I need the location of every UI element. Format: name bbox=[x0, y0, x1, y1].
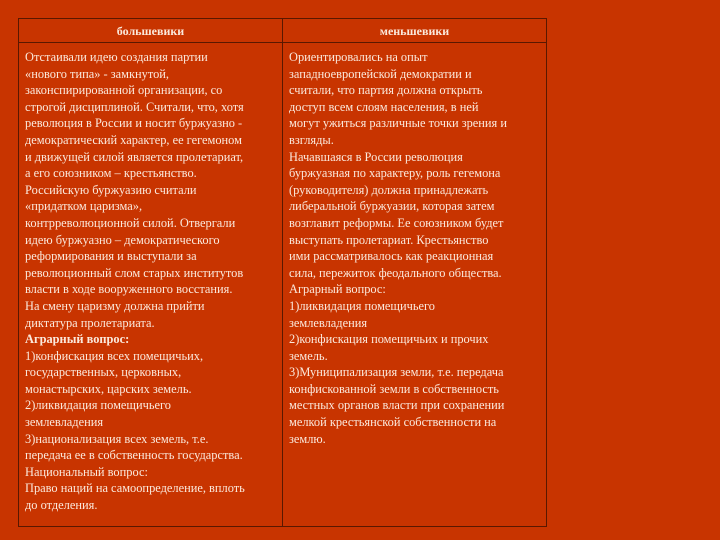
text-line: до отделения. bbox=[25, 498, 98, 513]
text-line: взгляды. bbox=[289, 132, 334, 147]
text-line: «придатком царизма», bbox=[25, 199, 143, 214]
text-line: реформирования и выступали за bbox=[25, 249, 197, 264]
text-line: Право наций на самоопределение, вплоть bbox=[25, 481, 245, 496]
text-line: конфискованной земли в собственность bbox=[289, 381, 499, 396]
text-line: 3)Муниципализация земли, т.е. передача bbox=[289, 365, 504, 380]
text-line: 2)ликвидация помещичьего bbox=[25, 398, 171, 413]
text-line: 1)ликвидация помещичьего bbox=[289, 298, 435, 313]
text-line: строгой дисциплиной. Считали, что, хотя bbox=[25, 99, 244, 114]
text-line: Аграрный вопрос: bbox=[25, 332, 130, 347]
text-line: мелкой крестьянской собственности на bbox=[289, 415, 497, 430]
text-line: монастырских, царских земель. bbox=[25, 381, 192, 396]
text-line: либеральной буржуазии, которая затем bbox=[289, 199, 495, 214]
text-line: государственных, церковных, bbox=[25, 365, 182, 380]
text-line: землевладения bbox=[25, 415, 104, 430]
text-line: идею буржуазно – демократического bbox=[25, 232, 220, 247]
text-line: Аграрный вопрос: bbox=[289, 282, 386, 297]
text-line: Ориентировались на опыт bbox=[289, 50, 428, 64]
text-line: «нового типа» - замкнутой, bbox=[25, 66, 169, 81]
bolsheviks-column bbox=[19, 43, 283, 526]
text-line: ими рассматривалось как реакционная bbox=[289, 249, 494, 264]
text-line: (руководителя) должна принадлежать bbox=[289, 182, 489, 197]
text-line: земель. bbox=[289, 348, 328, 363]
text-line: считали, что партия должна открыть bbox=[289, 83, 483, 98]
text-line: власти в ходе вооруженного восстания. bbox=[25, 282, 233, 297]
text-line: возглавит реформы. Ее союзником будет bbox=[289, 215, 504, 230]
text-line: Отстаивали идею создания партии bbox=[25, 50, 208, 64]
text-line: Начавшаяся в России революция bbox=[289, 149, 463, 164]
text-line: 3)национализация всех земель, т.е. bbox=[25, 431, 209, 446]
text-line: сила, пережиток феодального общества. bbox=[289, 265, 502, 280]
text-line: и движущей силой является пролетариат, bbox=[25, 149, 244, 164]
text-line: 2)конфискация помещичьих и прочих bbox=[289, 332, 489, 347]
header-mensheviks: меньшевики bbox=[283, 19, 546, 43]
text-line: западноевропейской демократии и bbox=[289, 66, 472, 81]
text-line: буржуазная по характеру, роль гегемона bbox=[289, 166, 501, 181]
text-line: Российскую буржуазию считали bbox=[25, 182, 197, 197]
text-line: выступать пролетариат. Крестьянство bbox=[289, 232, 489, 247]
text-line: передача ее в собственность государства. bbox=[25, 448, 243, 463]
text-line: землю. bbox=[289, 431, 326, 446]
text-line: а его союзником – крестьянство. bbox=[25, 166, 197, 181]
comparison-table bbox=[18, 18, 547, 527]
text-line: местных органов власти при сохранении bbox=[289, 398, 505, 413]
mensheviks-column bbox=[283, 43, 546, 526]
text-line: демократический характер, ее гегемоном bbox=[25, 132, 242, 147]
header-bolsheviks: большевики bbox=[19, 19, 283, 43]
text-line: могут ужиться различные точки зрения и bbox=[289, 116, 507, 131]
text-line: законспирированной организации, со bbox=[25, 83, 223, 98]
text-line: землевладения bbox=[289, 315, 368, 330]
text-line: Национальный вопрос: bbox=[25, 464, 148, 479]
text-line: На смену царизму должна прийти bbox=[25, 298, 205, 313]
text-line: 1)конфискация всех помещичьих, bbox=[25, 348, 204, 363]
text-line: диктатура пролетариата. bbox=[25, 315, 155, 330]
text-line: революция в России и носит буржуазно - bbox=[25, 116, 243, 131]
text-line: революционный слом старых институтов bbox=[25, 265, 244, 280]
text-line: контрреволюционной силой. Отвергали bbox=[25, 215, 236, 230]
text-line: доступ всем слоям населения, в ней bbox=[289, 99, 479, 114]
